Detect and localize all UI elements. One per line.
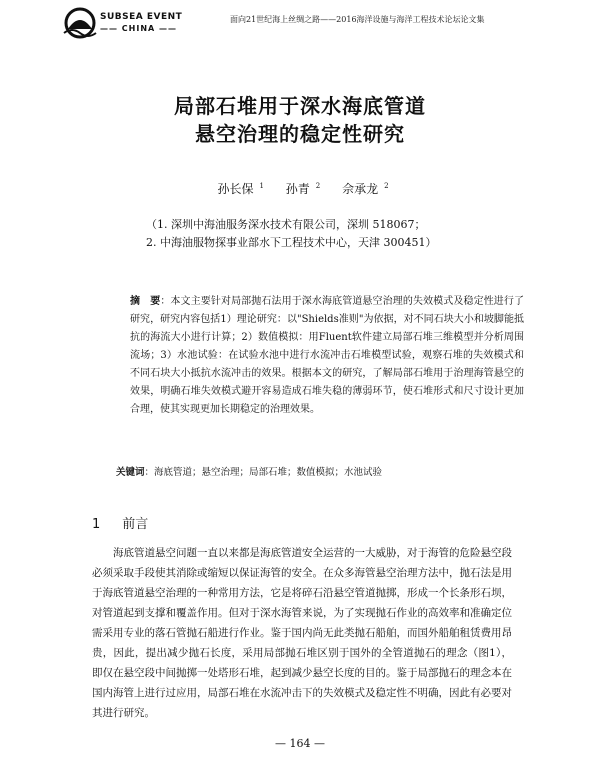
paper-title-line-1: 局部石堆用于深水海底管道: [174, 94, 426, 118]
org-line-1: SUBSEA EVENT: [100, 12, 183, 22]
abstract-label: 摘 要: [130, 296, 161, 307]
paper-title-line-2: 悬空治理的稳定性研究: [195, 122, 405, 146]
org-line-2: —— CHINA ——: [100, 24, 177, 33]
organization-name: [100, 12, 182, 34]
section-heading: [92, 513, 148, 532]
author: 孙青 $^2$: [285, 182, 321, 196]
abstract-text: ：本文主要针对局部抛石法用于深水海底管道悬空治理的失效模式及稳定性进行了研究，研究内容包括1）理论研究：以"Shields准则"为依据，对不同石块大小和坡脚能抵抗的海流大小进行计算；2）数值模拟：用Fluent软件建立局部石堆三维模型并分析周围流场；3）水池试验：在试验水池中进行水流冲击石堆模型试验，观察石堆的失效模式和不同石块大小抵抗水流冲击的效果。根据本文的研究，了解局部石堆用于治理海管悬空的效果，明确石堆失效模式避开容易造成石堆失稳的薄弱环节，使石堆形式和尺寸设计更加合理，使其实现更加长期稳定的治理效果。: [130, 296, 525, 415]
running-title: 面向21世纪海上丝绸之路——2016海洋设施与海洋工程技术论坛论文集: [230, 15, 485, 24]
body-paragraph: 海底管道悬空问题一直以来都是海底管道安全运营的一大威胁，对于海管的危险悬空段必须采取手段使其消除或缩短以保证海管的安全。在众多海管悬空治理方法中，抛石法是用于海底管道悬空治理的一种常用方法，它是将碎石沿悬空管道抛掷，形成一个长条形石坝，对管道起到支撑和覆盖作用。但对于深水海管来说，为了实现抛石作业的高效率和准确定位需采用专业的落石管抛石船进行作业。鉴于国内尚无此类抛石船舶，而国外船舶租赁费用昂贵，因此，提出减少抛石长度，采用局部抛石堆区别于国外的全管道抛石的理念（图1），即仅在悬空段中间抛掷一处塔形石堆，起到减少悬空长度的目的。鉴于局部抛石的理念本在国内海管上进行过应用，局部石堆在水流冲击下的失效模式及稳定性不明确，因此有必要对其进行研究。: [92, 547, 512, 719]
author-list: [0, 180, 600, 197]
author: 佘承龙 $^2$: [342, 182, 389, 196]
keywords-label: 关键词: [116, 467, 145, 478]
keywords: [116, 464, 536, 478]
keywords-text: ：海底管道；悬空治理；局部石堆；数值模拟；水池试验: [144, 467, 383, 478]
author: 孙长保 $^1$: [217, 182, 264, 196]
page-number: — 164 —: [275, 737, 325, 750]
affiliation: （1. 深圳中海油服务深水技术有限公司，深圳 518067；: [146, 218, 426, 231]
section-number: 1: [92, 517, 101, 532]
subsea-logo-icon: [60, 7, 100, 39]
abstract: [130, 293, 524, 419]
page-header: [0, 0, 600, 46]
section-title: 前言: [122, 517, 149, 532]
affiliation: 2. 中海油服物探事业部水下工程技术中心，天津 300451）: [146, 236, 437, 249]
